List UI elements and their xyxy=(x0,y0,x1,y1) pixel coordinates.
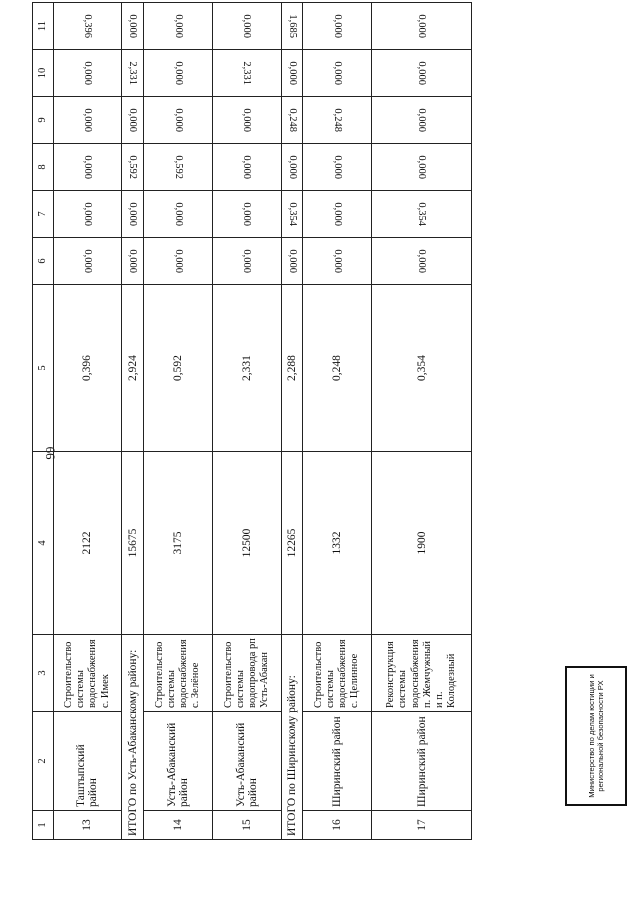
cost-cell: 0,592 xyxy=(144,285,213,452)
value-cell: 0,000 xyxy=(416,155,428,179)
value-cell: 0,000 xyxy=(127,108,139,132)
value-cell: 0,396 xyxy=(81,14,93,38)
value-cell: 0,000 xyxy=(172,108,184,132)
page-number: 66 xyxy=(43,446,58,460)
header-row xyxy=(33,3,54,840)
value-cell: 1,685 xyxy=(286,14,298,38)
value-cell: 0,000 xyxy=(416,14,428,38)
value-cell: 0,592 xyxy=(127,155,139,179)
value-cell: 0,000 xyxy=(331,155,343,179)
object-cell: Реконструкция системы водоснабжения п. Жемчужный и п. Колодезный xyxy=(372,635,472,712)
header-cell: 10 xyxy=(33,50,54,97)
capacity-cell: 12500 xyxy=(212,452,281,635)
value-cell: 0,000 xyxy=(81,249,93,273)
header-cell: 2 xyxy=(33,712,54,811)
row-number: 16 xyxy=(303,811,372,840)
value-cell: 0,000 xyxy=(331,61,343,85)
value-cell: 0,000 xyxy=(241,155,253,179)
object-cell: Строительство системы водоснабжения с. Зелёное xyxy=(144,635,213,712)
total-row xyxy=(281,3,303,840)
value-cell: 0,354 xyxy=(416,202,428,226)
header-cell: 1 xyxy=(33,811,54,840)
district-cell: Ширинский район xyxy=(372,712,472,811)
row-number: 13 xyxy=(53,811,122,840)
value-cell: 0,000 xyxy=(416,61,428,85)
district-cell: Усть-Абаканский район xyxy=(144,712,213,811)
district-cell: Усть-Абаканский район xyxy=(212,712,281,811)
capacity-cell: 15675 xyxy=(122,452,144,635)
funding-table xyxy=(32,2,472,840)
table-row xyxy=(144,3,213,840)
stamp-text: Министерство по делам юстиции и региональной безопасности РХ xyxy=(586,674,605,798)
value-cell: 0,000 xyxy=(172,14,184,38)
object-cell: Строительство системы водоснабжения с. Целинное xyxy=(303,635,372,712)
table-row xyxy=(303,3,372,840)
header-cell: 3 xyxy=(33,635,54,712)
value-cell: 0,000 xyxy=(241,14,253,38)
cost-cell: 2,924 xyxy=(122,285,144,452)
value-cell: 0,248 xyxy=(331,108,343,132)
capacity-cell: 2122 xyxy=(53,452,122,635)
header-cell: 6 xyxy=(33,238,54,285)
district-cell: Таштыпский район xyxy=(53,712,122,811)
capacity-cell: 1900 xyxy=(372,452,472,635)
district-cell: Ширинский район xyxy=(303,712,372,811)
header-cell: 9 xyxy=(33,97,54,144)
value-cell: 0,000 xyxy=(81,155,93,179)
cost-cell: 2,331 xyxy=(212,285,281,452)
value-cell: 0,354 xyxy=(286,202,298,226)
value-cell: 0,000 xyxy=(172,202,184,226)
row-number: 15 xyxy=(212,811,281,840)
header-cell: 5 xyxy=(33,285,54,452)
value-cell: 0,000 xyxy=(172,249,184,273)
value-cell: 0,000 xyxy=(286,155,298,179)
table-row xyxy=(372,3,472,840)
object-cell: Строительство системы водоснабжения с. Имек xyxy=(53,635,122,712)
total-row xyxy=(122,3,144,840)
cost-cell: 0,396 xyxy=(53,285,122,452)
value-cell: 0,000 xyxy=(81,61,93,85)
header-cell: 4 xyxy=(33,452,54,635)
value-cell: 0,000 xyxy=(331,202,343,226)
value-cell: 0,000 xyxy=(241,202,253,226)
header-cell: 8 xyxy=(33,144,54,191)
cost-cell: 0,354 xyxy=(372,285,472,452)
value-cell: 2,331 xyxy=(241,61,253,85)
value-cell: 0,000 xyxy=(127,249,139,273)
value-cell: 0,000 xyxy=(172,61,184,85)
object-cell: Строительство системы водопровода рп Усть-Абакан xyxy=(212,635,281,712)
value-cell: 0,000 xyxy=(81,202,93,226)
value-cell: 0,592 xyxy=(172,155,184,179)
header-cell: 11 xyxy=(33,3,54,50)
header-cell: 7 xyxy=(33,191,54,238)
value-cell: 0,000 xyxy=(286,249,298,273)
value-cell: 0,000 xyxy=(241,108,253,132)
cost-cell: 2,288 xyxy=(281,285,303,452)
value-cell: 0,000 xyxy=(416,249,428,273)
value-cell: 0,000 xyxy=(241,249,253,273)
row-number: 14 xyxy=(144,811,213,840)
cost-cell: 0,248 xyxy=(303,285,372,452)
value-cell: 0,248 xyxy=(286,108,298,132)
table-row xyxy=(212,3,281,840)
ministry-stamp xyxy=(565,666,627,806)
value-cell: 0,000 xyxy=(127,14,139,38)
value-cell: 0,000 xyxy=(127,202,139,226)
total-label: ИТОГО по Усть-Абаканскому району: xyxy=(122,635,144,840)
capacity-cell: 1332 xyxy=(303,452,372,635)
value-cell: 0,000 xyxy=(286,61,298,85)
row-number: 17 xyxy=(372,811,472,840)
total-label: ИТОГО по Ширинскому району: xyxy=(281,635,303,840)
rotated-table xyxy=(32,14,472,840)
value-cell: 0,000 xyxy=(331,249,343,273)
value-cell: 0,000 xyxy=(416,108,428,132)
capacity-cell: 3175 xyxy=(144,452,213,635)
capacity-cell: 12265 xyxy=(281,452,303,635)
table-row xyxy=(53,3,122,840)
value-cell: 0,000 xyxy=(331,14,343,38)
value-cell: 0,000 xyxy=(81,108,93,132)
value-cell: 2,331 xyxy=(127,61,139,85)
